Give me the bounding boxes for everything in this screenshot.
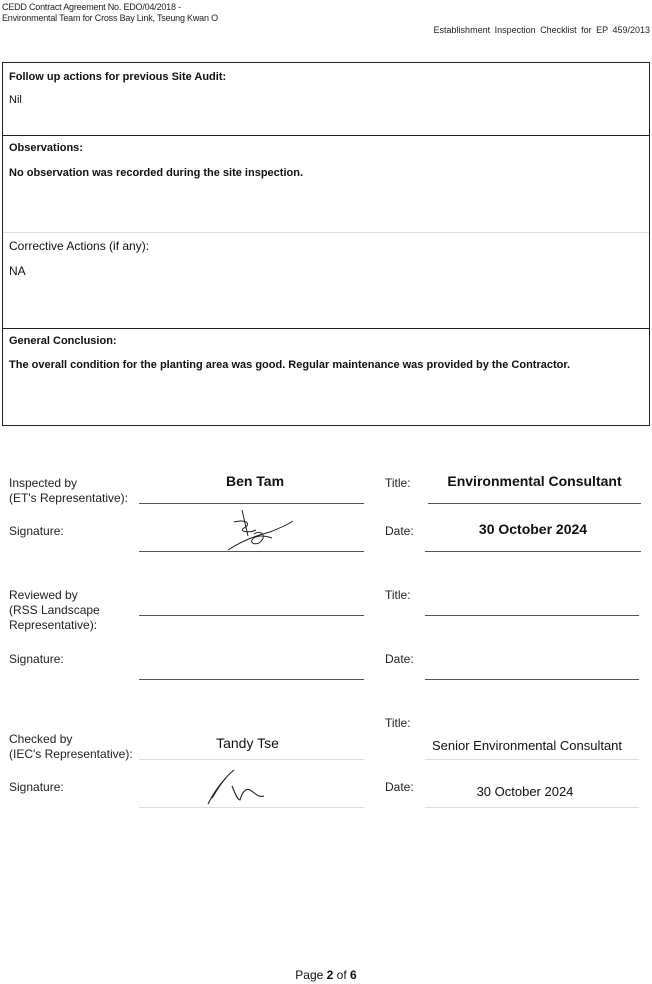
inspector-title-label: Title: <box>385 476 411 490</box>
contract-line: CEDD Contract Agreement No. EDO/04/2018 - <box>2 2 181 12</box>
reviewer-signature-line <box>139 679 364 680</box>
observations-title: Observations: <box>9 142 83 154</box>
reviewer-signature-label: Signature: <box>9 652 64 666</box>
follow-up-title: Follow up actions for previous Site Audit: <box>9 71 227 83</box>
checker-title-value: Senior Environmental Consultant <box>431 738 623 753</box>
inspector-date-line <box>425 551 641 552</box>
corrective-body: NA <box>9 264 26 278</box>
inspector-date-label: Date: <box>385 524 414 538</box>
inspector-title-line <box>428 503 641 504</box>
findings-box <box>2 62 650 426</box>
checker-date-value: 30 October 2024 <box>476 784 574 799</box>
checker-title-label: Title: <box>385 716 411 730</box>
section-divider <box>3 328 649 329</box>
inspector-date-value: 30 October 2024 <box>478 521 588 537</box>
observations-body: No observation was recorded during the site inspection. <box>9 167 303 179</box>
reviewed-by-label: Reviewed by (RSS Landscape Representative): <box>9 588 100 632</box>
reviewer-title-line <box>425 615 639 616</box>
checker-title-line <box>425 759 639 760</box>
checker-date-line <box>425 807 639 808</box>
inspector-title-value: Environmental Consultant <box>447 473 622 489</box>
section-divider <box>3 135 649 136</box>
checker-name: Tandy Tse <box>216 735 279 751</box>
checked-by-label: Checked by (IEC's Representative): <box>9 732 133 761</box>
inspector-name-line <box>139 503 364 504</box>
inspector-signature-line <box>139 551 364 552</box>
follow-up-body: Nil <box>9 94 22 106</box>
corrective-title: Corrective Actions (if any): <box>9 239 150 253</box>
inspector-name: Ben Tam <box>225 473 285 489</box>
reviewer-date-label: Date: <box>385 652 414 666</box>
checker-date-label: Date: <box>385 780 414 794</box>
reviewer-date-line <box>425 679 639 680</box>
inspector-signature-label: Signature: <box>9 524 64 538</box>
reviewer-name-line <box>139 615 364 616</box>
checker-signature-label: Signature: <box>9 780 64 794</box>
checker-signature-line <box>139 807 364 808</box>
document-header-left <box>2 2 218 24</box>
page-number: Page 2 of 6 <box>295 968 357 982</box>
section-divider <box>3 232 649 233</box>
conclusion-body: The overall condition for the planting area was good. Regular maintenance was provided by the Contractor. <box>9 359 571 371</box>
team-line: Environmental Team for Cross Bay Link, Tseung Kwan O <box>2 13 218 23</box>
inspected-by-label: Inspected by (ET's Representative): <box>9 476 128 505</box>
checker-signature-image <box>206 760 276 808</box>
inspector-signature-image <box>220 506 300 554</box>
conclusion-title: General Conclusion: <box>9 335 117 347</box>
checklist-title: Establishment Inspection Checklist for EP 459/2013 <box>433 25 650 35</box>
reviewer-title-label: Title: <box>385 588 411 602</box>
